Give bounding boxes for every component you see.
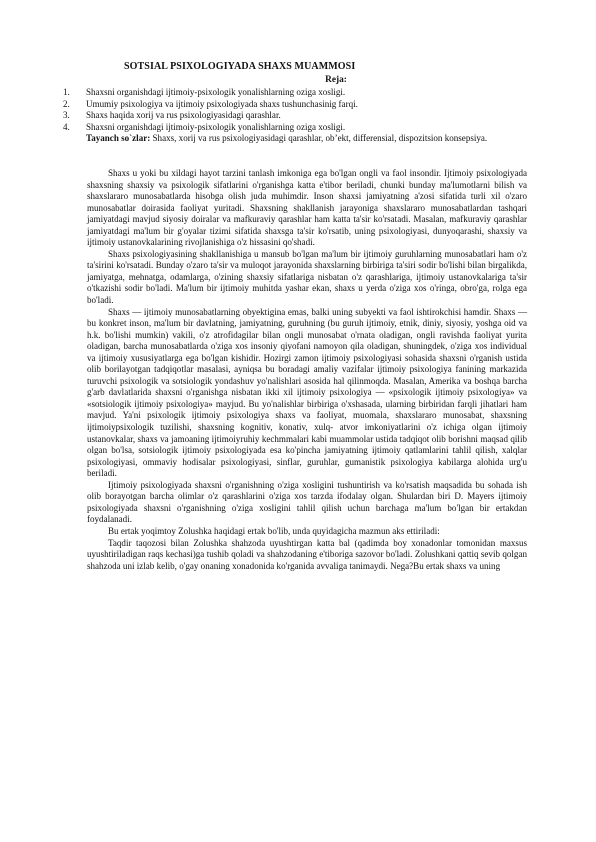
paragraph: Shaxs u yoki bu xildagi hayot tarzini tanlash imkoniga ega bo'lgan ongli va faol insondir. Ijtimoiy psixologiyada shaxsning shaxsiy va psixologik sifatlarini o'rganishga katta e'tibor beriladi, chunki bunday ma'lumotlarni bilish va shaxslararo munosabatlarda hisobga olish juda muhimdir. Inson shaxsi jamiyatning a'zosi sifatida turli xil o'zaro munosabatlar doirasida faoliyat yuritadi. Shaxsning shakllanish jarayoniga shaxslararo munosabatlardan tashqari jamiyatdagi mavjud siyosiy doiralar va mafkuraviy qarashlar ham katta ta'sir ko'rsatadi. Masalan, mafkuraviy qarashlar jamiyatdagi ma'lum bir g'oyalar tizimi sifatida shaxsga ta'sir ko'rsatib, uning psixologiyasi, dunyoqarashi, shaxsiy va ijtimoiy ustanovkalarining rivojlanishiga o'z hissasini qo'shadi. — [87, 168, 527, 248]
plan-item-text: Shaxs haqida xorij va rus psixologiyasidagi qarashlar. — [86, 110, 281, 121]
paragraph: Shaxs — ijtimoiy munosabatlarning obyektigina emas, balki uning subyekti va faol ishtirokchisi hamdir. Shaxs — bu konkret inson, ma'lum bir davlatning, jamiyatning, guruhning (bu guruh ijtimoiy, etnik, diniy, siyosiy, yoshga oid va h.k. bo'lishi mumkin) vakili, o'z atrofidagilar bilan ongli munosabat o'rnata oladigan, ongli ravishda faoliyat yurita oladigan, barcha munosabatlarda o'ziga xos insoniy qiyofani namoyon qila oladigan, shuningdek, o'ziga xos individual va ijtimoiy xususiyatlarga ega bo'lgan kishidir. Hozirgi zamon ijtimoiy psixologiyasi sohasida shaxsni o'rganish ustida olib borilayotgan tadqiqotlar masalasi, ayniqsa bu boradagi amaliy vazifalar ijtimoiy psixologiya fanining markazida turuvchi psixologik va sotsiologik yondashuv yo'nalishlari asosida hal qilinmoqda. Masalan, Amerika va boshqa barcha g'arb davlatlarida shaxsni o'rganishga nisbatan ikki xil ijtimoiy psixologiya — «psixologik ijtimoiy psixologiya» va «sotsiologik ijtimoiy psixologiya» mayjud. Bu yo'nalishlar birbiriga o'xshasada, ularning birbiridan farqli jihatlari ham mavjud. Ya'ni psixologik ijtimoiy psixologiya shaxs va faoliyat, muomala, shaxslararo munosabat, shaxsning ijtimoiypsixologik tuzilishi, shaxsning kognitiv, konativ, xulq- atvor imkoniyatlarini o'z ichiga olgan ijtimoiy ustanovkalar, shaxs va jamoaning ijtimoiyruhiy kechmmalari kabi muammolar ustida tadqiqot olib borishni maqsad qilib olgan bo'lsa, sotsiologik ijtimoiy psixologiyada esa ko'pincha jamiyatning ijtimoiy qatlamlarini tahlil qilish, xalqlar psixologiyasi, ommaviy hodisalar psixologiyasi, sinflar, guruhlar, gumanistik psixologiya kabilarga alohida urg'u beriladi. — [87, 306, 527, 479]
plan-list — [63, 87, 358, 133]
plan-heading: Reja: — [325, 75, 347, 85]
plan-item-number: 2. — [63, 98, 70, 109]
keywords-line — [86, 133, 526, 145]
plan-item-text: Shaxsni organishdagi ijtimoiy-psixologik yonalishlarning oziga xosligi. — [86, 87, 346, 97]
keywords-label: Tayanch so`zlar: — [86, 133, 151, 143]
plan-item — [63, 87, 358, 99]
plan-item-text: Umumiy psixologiya va ijtimoiy psixologiyada shaxs tushunchasinig farqi. — [86, 98, 358, 109]
plan-item-text: Shaxsni organishdagi ijtimoiy-psixologik yonalishlarning oziga xosligi. — [86, 121, 346, 132]
page-title: SOTSIAL PSIXOLOGIYADA SHAXS MUAMMOSI — [124, 61, 356, 72]
paragraph: Taqdir taqozosi bilan Zolushka shahzoda uyushtirgan katta bal (qadimda boy xonadonlar tomonidan maxsus uyushtiriladigan raqs kechasi)ga tushib qoladi va shahzodaning e'tiboriga sazovor bo'ladi. Zolushkani qattiq sevib qolgan shahzoda uni izlab kelib, o'gay onaning xonadonida ko'rganida avvaliga tanimaydi. Nega?Bu ertak shaxs va uning — [87, 537, 527, 571]
plan-item — [63, 99, 358, 111]
keywords-text: Shaxs, xorij va rus psixologiyasidagi qarashlar, ob’ekt, differensial, dispozitsion konsepsiya. — [150, 133, 488, 143]
paragraph: Shaxs psixologiyasining shakllanishiga u mansub bo'lgan ma'lum bir ijtimoiy guruhlarning munosabatlari ham o'z ta'sirini ko'rsatadi. Bunday o'zaro ta'sir va muloqot jarayonida shaxslarning birbiriga ta'siri sodir bo'lishi bilan birgalikda, jamiyatga, mehnatga, odamlarga, o'zining shaxsiy sifatlariga nisbatan o'z qarashlariga, ijtimoiy ustanovkalariga ta'sir o'tkazishi sodir bo'ladi. Ma'lum bir ijtimoiy muhitda yashar ekan, shaxs u yerda o'ziga xos o'ringa, obro'ga, rolga ega bo'ladi. — [87, 248, 527, 306]
paragraph: Ijtimoiy psixologiyada shaxsni o'rganishning o'ziga xosligini tushuntirish va ko'rsatish maqsadida bu sohada ish olib borayotgan barcha olimlar o'z qarashlarini o'ziga xos tarzda ifodalay olgan. Shulardan biri D. Mayers ijtimoiy psixologiyada shaxsni o'rganishning o'ziga xosligini tahlil qilish uchun barchaga ma'lum bo'lgan bir ertakdan foydalanadi. — [87, 479, 527, 525]
body-text — [87, 168, 527, 572]
paragraph: Bu ertak yoqimtoy Zolushka haqidagi ertak bo'lib, unda quyidagicha mazmun aks ettiriladi: — [108, 525, 440, 536]
plan-item-number: 4. — [63, 121, 70, 132]
plan-item-number: 3. — [63, 110, 70, 121]
plan-item-number: 1. — [63, 87, 70, 97]
plan-item — [63, 122, 358, 134]
plan-item — [63, 110, 358, 122]
